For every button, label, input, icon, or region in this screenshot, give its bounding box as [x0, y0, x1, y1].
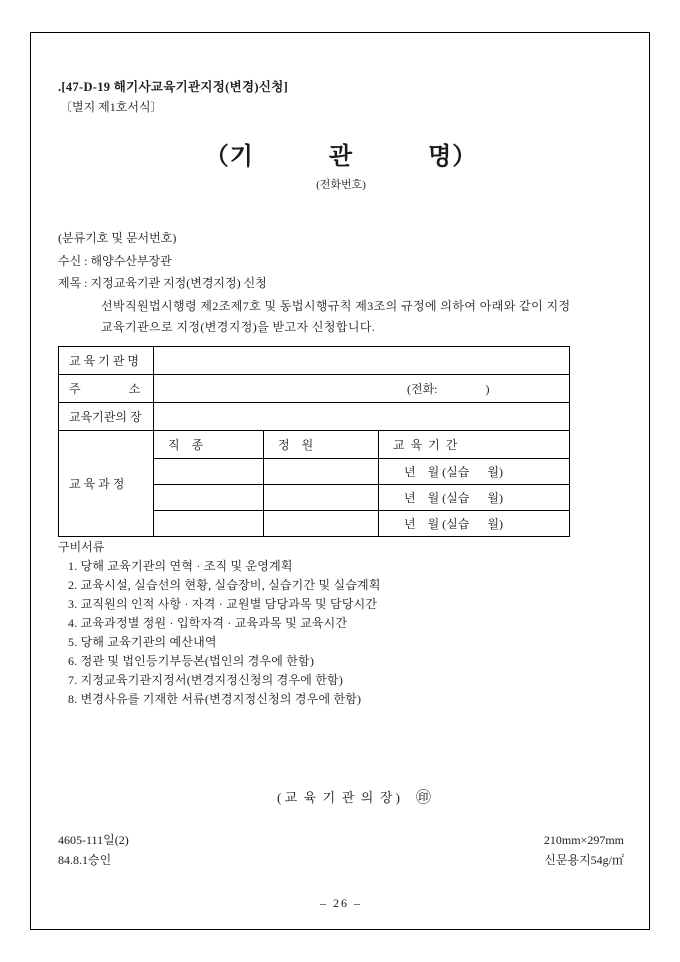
- body-text-line-1: 선박직원법시행령 제2조제7호 및 동법시행규칙 제3조의 규정에 의하여 아래와 같이 지정: [101, 299, 571, 313]
- head-of-institution-label: 교육기관의 장: [59, 403, 154, 431]
- attachment-item: 3. 교직원의 인적 사항 · 자격 · 교원별 담당과목 및 담당시간: [68, 597, 378, 611]
- table-row: [59, 347, 570, 375]
- paper-spec: 신문용지54g/㎡: [544, 853, 624, 867]
- job-type-field: [154, 485, 264, 511]
- seal-mark-icon: ㊞: [416, 790, 432, 806]
- attachments-list: [68, 557, 381, 709]
- training-period-header: 교 육 기 간: [379, 431, 570, 459]
- attachment-item: 7. 지정교육기관지정서(변경지정신청의 경우에 한함): [68, 673, 344, 687]
- institution-name-title: （기 관 명）: [204, 144, 478, 170]
- table-row: [59, 403, 570, 431]
- course-label: 교 육 과 정: [59, 431, 154, 537]
- classification-number-label: (분류기호 및 문서번호): [58, 231, 177, 245]
- table-row: [59, 375, 570, 403]
- job-type-field: [154, 459, 264, 485]
- org-name-label: 교 육 기 관 명: [59, 347, 154, 375]
- approval-date: 84.8.1승인: [58, 853, 112, 867]
- body-text-line-2: 교육기관으로 지정(변경지정)을 받고자 신청합니다.: [101, 320, 376, 334]
- application-form-table: [58, 346, 570, 537]
- attachment-item: 2. 교육시설, 실습선의 현황, 실습장비, 실습기간 및 실습계획: [68, 578, 381, 592]
- training-period-field: 년 월 (실습 월): [379, 485, 570, 511]
- address-label: 주 소: [59, 375, 154, 403]
- quota-field: [264, 485, 379, 511]
- page-border: [30, 32, 650, 930]
- form-reference-label: 〔별지 제1호서식〕: [60, 100, 163, 114]
- attachment-item: 4. 교육과정별 정원 · 입학자격 · 교육과목 및 교육시간: [68, 616, 348, 630]
- attachment-item: 8. 변경사유를 기재한 서류(변경지정신청의 경우에 한함): [68, 692, 362, 706]
- document-content: [58, 33, 624, 929]
- training-period-field: 년 월 (실습 월): [379, 459, 570, 485]
- training-period-field: 년 월 (실습 월): [379, 511, 570, 537]
- paper-size: 210mm×297mm: [543, 833, 624, 847]
- document-index-tag: .[47-D-19 해기사교육기관지정(변경)신청]: [58, 80, 289, 94]
- signature-line: [58, 770, 624, 823]
- signature-text: ( 교 육 기 관 의 장 ): [276, 790, 400, 805]
- attachment-item: 5. 당해 교육기관의 예산내역: [68, 635, 217, 649]
- page-number: – 26 –: [320, 896, 362, 910]
- form-code-block: [58, 830, 129, 870]
- quota-header: 정 원: [264, 431, 379, 459]
- job-type-header: 직 종: [154, 431, 264, 459]
- attachment-item: 6. 정관 및 법인등기부등본(법인의 경우에 한함): [68, 654, 315, 668]
- attachment-item: 1. 당해 교육기관의 연혁 · 조직 및 운영계획: [68, 559, 293, 573]
- job-type-field: [154, 511, 264, 537]
- recipient-line: 수신 : 해양수산부장관: [58, 254, 172, 268]
- quota-field: [264, 511, 379, 537]
- attachments-heading: 구비서류: [58, 540, 105, 554]
- form-code: 4605-111일(2): [58, 833, 129, 847]
- phone-number-label: (전화번호): [316, 179, 366, 191]
- address-field: (전화: ): [154, 375, 570, 403]
- table-row: [59, 431, 570, 459]
- subject-line: 제목 : 지정교육기관 지정(변경지정) 신청: [58, 276, 267, 290]
- org-name-field: [154, 347, 570, 375]
- paper-spec-block: [544, 830, 624, 870]
- quota-field: [264, 459, 379, 485]
- head-of-institution-field: [154, 403, 570, 431]
